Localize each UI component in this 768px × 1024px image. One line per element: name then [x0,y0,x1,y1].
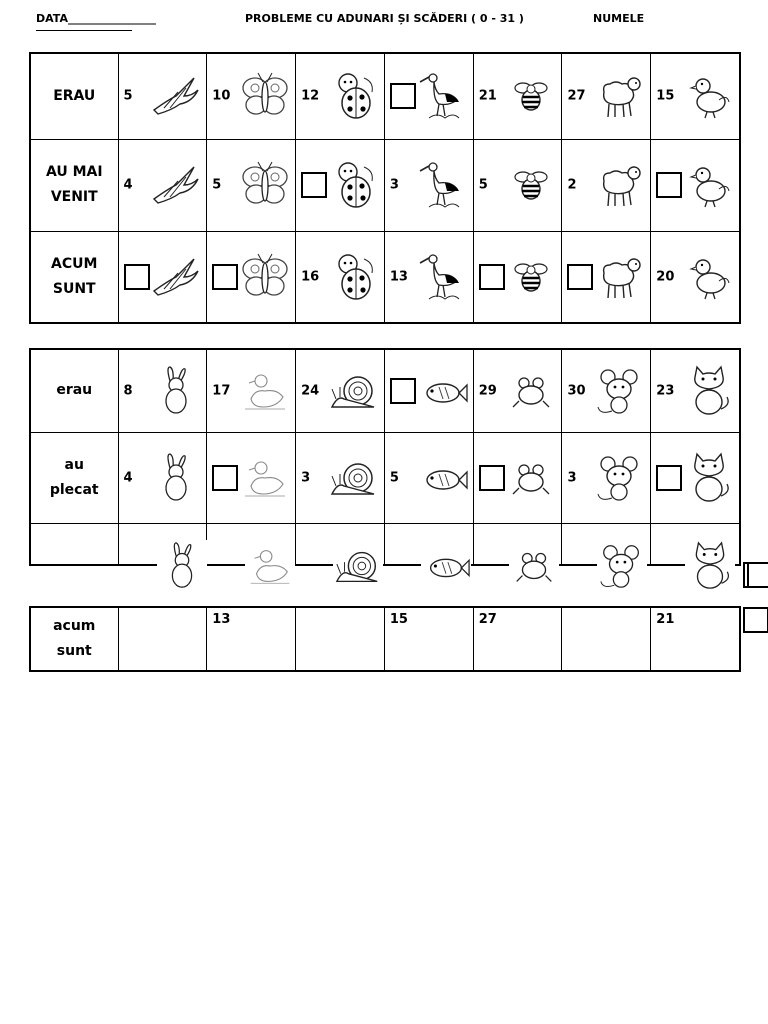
answer-box[interactable] [479,465,505,491]
answer-box[interactable] [301,172,327,198]
table-cell [473,432,562,523]
cell-value: 27 [478,612,497,627]
table-cell [384,432,473,523]
table-cell [118,607,207,671]
table-cell [207,432,296,523]
table-cell [473,139,562,231]
table-cell [651,349,740,432]
table-cell [473,349,562,432]
cell-value: 3 [567,470,577,485]
cell-value: 5 [478,177,488,193]
table-cell [384,349,473,432]
table-cell [651,53,740,139]
snail-icon [328,452,380,504]
bee-icon [505,251,557,303]
table-cell [384,53,473,139]
fish-icon [421,540,471,592]
cell-value: 5 [389,470,399,485]
empty-cell [30,523,118,565]
cell-value: 10 [212,88,231,104]
chick-icon [683,159,735,211]
table-cell [207,231,296,323]
table-cell [651,607,740,671]
lamb-icon [594,70,646,122]
table-cell [384,139,473,231]
row-label [30,432,118,523]
bee-icon [505,70,557,122]
cell-value: 17 [212,383,231,399]
cell-value: 12 [301,88,320,104]
answer-box[interactable] [390,378,416,404]
snail-icon [328,365,380,417]
cell-value: 13 [389,269,408,285]
answer-box[interactable] [212,465,238,491]
cell-value: 20 [656,269,675,285]
table-cell [207,53,296,139]
cell-value: 27 [567,88,586,104]
cell-value: 21 [656,612,675,627]
answer-box[interactable] [479,264,505,290]
lamb-icon [594,251,646,303]
table-cell [384,231,473,323]
cat-icon [683,452,735,504]
row-label-line: ERAU [53,87,96,104]
table-cell [296,231,385,323]
table-cell [296,349,385,432]
swallow-icon [150,159,202,211]
swallow-icon [150,70,202,122]
rabbit-icon [150,452,202,504]
table-cell [118,432,207,523]
cell-value: 3 [301,470,311,485]
cell-value: 30 [567,383,586,399]
row-label-line: acum [53,618,96,634]
ladybug-icon [328,251,380,303]
butterfly-icon [239,251,291,303]
table-cell [207,139,296,231]
cell-value: 15 [389,612,408,627]
mouse-icon [594,365,646,417]
date-label: DATA________________ [36,12,156,25]
table-cell [562,432,651,523]
rabbit-icon [150,365,202,417]
row-label [30,349,118,432]
frog-icon [505,452,557,504]
cat-icon [683,365,735,417]
swallow-icon [150,251,202,303]
table-cell [384,607,473,671]
table-came-animals [29,52,741,324]
row-label-line: plecat [49,481,99,498]
cell-value: 13 [212,612,231,627]
cell-value: 24 [301,383,320,399]
table-now-are [29,606,741,672]
table-cell [651,139,740,231]
bee-icon [505,159,557,211]
table-cell [296,53,385,139]
table-cell [296,607,385,671]
table-cell [562,607,651,671]
row-label-line: AU MAI [45,164,103,180]
stork-icon [417,251,469,303]
table-cell [296,139,385,231]
butterfly-icon [239,159,291,211]
answer-box[interactable] [656,172,682,198]
side-answer-box-2[interactable] [743,607,768,633]
snail-icon [333,540,383,592]
cell-value: 21 [478,88,497,104]
table-cell [207,349,296,432]
table-cell [118,231,207,323]
mouse-icon [594,452,646,504]
ladybug-icon [328,70,380,122]
stork-icon [417,70,469,122]
row-label [30,231,118,323]
side-answer-box-1b [747,562,768,588]
row-label-line: au [64,456,84,473]
table-cell [473,53,562,139]
table-cell [562,139,651,231]
table-cell [118,53,207,139]
row-label [30,53,118,139]
duck-icon [245,540,295,592]
answer-box[interactable] [390,83,416,109]
frog-icon [509,540,559,592]
cell-value: 2 [567,177,577,193]
table-cell [651,231,740,323]
frog-icon [505,365,557,417]
table-cell [651,432,740,523]
butterfly-icon [239,70,291,122]
table-cell [473,607,562,671]
cell-value: 4 [123,470,133,485]
cell-value: 3 [389,177,399,193]
chick-icon [683,70,735,122]
row-label-line: ACUM [51,255,98,272]
mouse-icon [597,540,647,592]
answer-box[interactable] [567,264,593,290]
cell-value: 15 [656,88,675,104]
table-cell [562,53,651,139]
table-left-animals [29,348,741,566]
cell-value: 8 [123,383,133,399]
chick-icon [683,251,735,303]
table-cell [562,349,651,432]
table-cell [207,607,296,671]
row-label-line: VENIT [50,189,98,205]
table-cell [118,139,207,231]
table-cell [473,231,562,323]
table-cell [118,349,207,432]
cell-value: 16 [301,269,320,285]
row-label-line: erau [56,382,93,399]
table-cell [296,432,385,523]
cat-icon [685,540,735,592]
answer-box[interactable] [656,465,682,491]
ladybug-icon [328,159,380,211]
answer-box[interactable] [212,264,238,290]
cell-value: 5 [212,177,222,193]
table-cell [562,231,651,323]
row-label-line: sunt [56,643,92,659]
worksheet-title: PROBLEME CU ADUNARI ȘI SCĂDERI ( 0 - 31 ) [245,12,524,25]
row-label [30,139,118,231]
cell-value: 29 [478,383,497,399]
stork-icon [417,159,469,211]
answer-box[interactable] [124,264,150,290]
fish-icon [417,452,469,504]
duck-icon [239,365,291,417]
duck-icon [239,452,291,504]
name-label: NUMELE [593,12,645,25]
date-underline [36,30,132,31]
fish-icon [417,365,469,417]
row-label-line: SUNT [52,280,96,297]
rabbit-icon [157,540,207,592]
cell-value: 23 [656,383,675,399]
lamb-icon [594,159,646,211]
cell-value: 4 [123,177,133,193]
cell-value: 5 [123,88,133,104]
row-label [30,607,118,671]
